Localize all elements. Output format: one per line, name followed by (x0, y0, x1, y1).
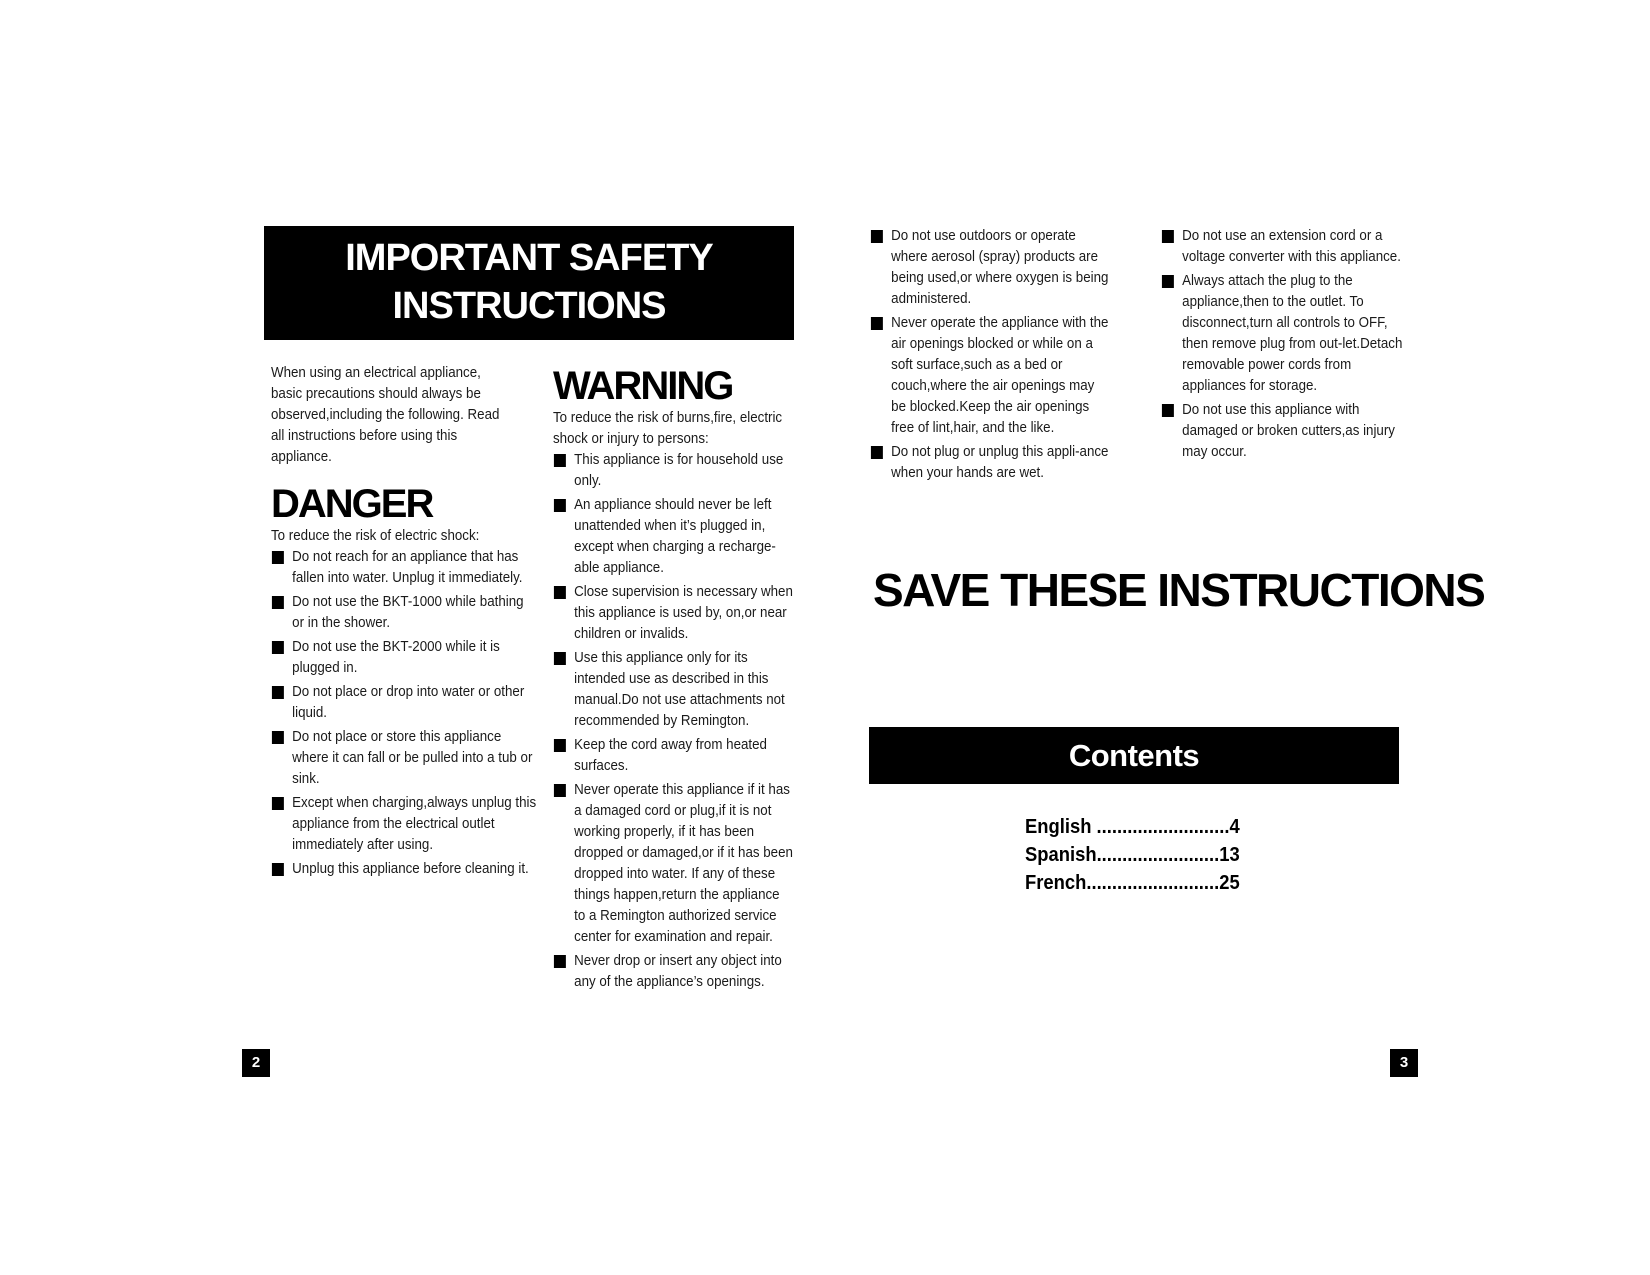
right-column-1 (870, 226, 1111, 487)
right-col2-item-text: Always attach the plug to the appliance,then to the outlet. To disconnect,turn all controls to OFF, then remove plug from out-let.Detach removable power cords from appliances for storage. (1182, 273, 1403, 394)
right-col2-item-text: Do not use an extension cord or a voltage converter with this appliance. (1182, 228, 1401, 265)
warning-item (553, 648, 794, 732)
danger-item (271, 637, 538, 679)
right-column-2 (1161, 226, 1405, 466)
square-bullet-icon (871, 230, 883, 243)
right-col1-item-text: Never operate the appliance with the air openings blocked or while on a soft surface,such as a bed or couch,where the air openings may be blocked.Keep the air openings free of lint,hair, and the like. (891, 315, 1109, 436)
right-col2-item (1161, 226, 1405, 268)
toc-entry-english[interactable]: English ..........................4 (1025, 816, 1240, 838)
danger-item-text: Do not use the BKT-2000 while it is plugged in. (292, 639, 500, 676)
right-col1-item (870, 226, 1111, 310)
square-bullet-icon (871, 446, 883, 459)
warning-item (553, 450, 794, 492)
danger-item (271, 682, 538, 724)
page-number-left: 2 (242, 1049, 270, 1077)
warning-item (553, 582, 794, 645)
warning-item-text: Close supervision is necessary when this appliance is used by, on,or near children or invalids. (574, 584, 793, 642)
square-bullet-icon (1162, 404, 1174, 417)
danger-list (271, 547, 538, 880)
warning-list (553, 450, 794, 993)
warning-item (553, 951, 794, 993)
right-col1-item (870, 442, 1111, 484)
square-bullet-icon (272, 641, 284, 654)
warning-item-text: Never drop or insert any object into any of the appliance’s openings. (574, 953, 782, 990)
save-instructions-heading: SAVE THESE INSTRUCTIONS (873, 564, 1485, 616)
warning-lead: To reduce the risk of burns,fire, electric shock or injury to persons: (553, 410, 783, 447)
square-bullet-icon (272, 797, 284, 810)
warning-item-text: Use this appliance only for its intended use as described in this manual.Do not use attachments not recommended by Remington. (574, 650, 785, 729)
warning-item-text: An appliance should never be left unattended when it’s plugged in, except when charging a recharge-able appliance. (574, 497, 776, 576)
right-col1-item-text: Do not use outdoors or operate where aerosol (spray) products are being used,or where oxygen is being administered. (891, 228, 1109, 307)
square-bullet-icon (1162, 275, 1174, 288)
square-bullet-icon (554, 499, 566, 512)
warning-item-text: Never operate this appliance if it has a damaged cord or plug,if it is not working properly, if it has been dropped or damaged,or if it has been dropped into water. If any of these things happen,return the appliance to a Remington authorized service center for examination and repair. (574, 782, 793, 945)
square-bullet-icon (272, 863, 284, 876)
right-column-2-list (1161, 226, 1405, 463)
square-bullet-icon (871, 317, 883, 330)
warning-section (553, 364, 813, 996)
danger-list-wrapper (271, 526, 538, 880)
contents-banner: Contents (869, 727, 1399, 784)
title-line-2: INSTRUCTIONS (392, 285, 666, 327)
right-col2-item (1161, 271, 1405, 397)
square-bullet-icon (554, 955, 566, 968)
toc-entry-french[interactable]: French..........................25 (1025, 872, 1240, 894)
square-bullet-icon (272, 596, 284, 609)
right-col1-item (870, 313, 1111, 439)
square-bullet-icon (554, 652, 566, 665)
square-bullet-icon (554, 586, 566, 599)
warning-heading: WARNING (553, 364, 733, 408)
square-bullet-icon (272, 551, 284, 564)
danger-item (271, 592, 538, 634)
danger-item (271, 793, 538, 856)
intro-paragraph: When using an electrical appliance, basic precautions should always be observed,including the following. Read all instructions before using this appliance. (271, 365, 500, 465)
square-bullet-icon (272, 731, 284, 744)
square-bullet-icon (554, 784, 566, 797)
toc-entry-spanish[interactable]: Spanish........................13 (1025, 844, 1240, 866)
warning-item-text: Keep the cord away from heated surfaces. (574, 737, 767, 774)
table-of-contents (1025, 813, 1240, 897)
danger-lead: To reduce the risk of electric shock: (271, 528, 480, 544)
square-bullet-icon (554, 454, 566, 467)
warning-list-wrapper (553, 408, 794, 993)
title-line-1: IMPORTANT SAFETY (345, 237, 713, 279)
danger-section (271, 482, 536, 883)
warning-item (553, 735, 794, 777)
right-col2-item (1161, 400, 1405, 463)
danger-item-text: Do not place or store this appliance where it can fall or be pulled into a tub or sink. (292, 729, 533, 787)
danger-item (271, 727, 538, 790)
square-bullet-icon (554, 739, 566, 752)
danger-item-text: Do not place or drop into water or other liquid. (292, 684, 525, 721)
warning-item (553, 780, 794, 948)
square-bullet-icon (1162, 230, 1174, 243)
right-col1-item-text: Do not plug or unplug this appli-ance when your hands are wet. (891, 444, 1109, 481)
warning-item (553, 495, 794, 579)
right-column-1-list (870, 226, 1111, 484)
page-number-right: 3 (1390, 1049, 1418, 1077)
danger-item-text: Do not reach for an appliance that has fallen into water. Unplug it immediately. (292, 549, 523, 586)
danger-item-text: Except when charging,always unplug this appliance from the electrical outlet immediately after using. (292, 795, 537, 853)
square-bullet-icon (272, 686, 284, 699)
danger-item (271, 547, 538, 589)
warning-item-text: This appliance is for household use only. (574, 452, 784, 489)
right-col2-item-text: Do not use this appliance with damaged or broken cutters,as injury may occur. (1182, 402, 1395, 460)
danger-item-text: Do not use the BKT-1000 while bathing or in the shower. (292, 594, 524, 631)
danger-item-text: Unplug this appliance before cleaning it. (292, 861, 529, 877)
danger-item (271, 859, 538, 880)
safety-title-banner (264, 226, 794, 340)
danger-heading: DANGER (271, 482, 433, 526)
